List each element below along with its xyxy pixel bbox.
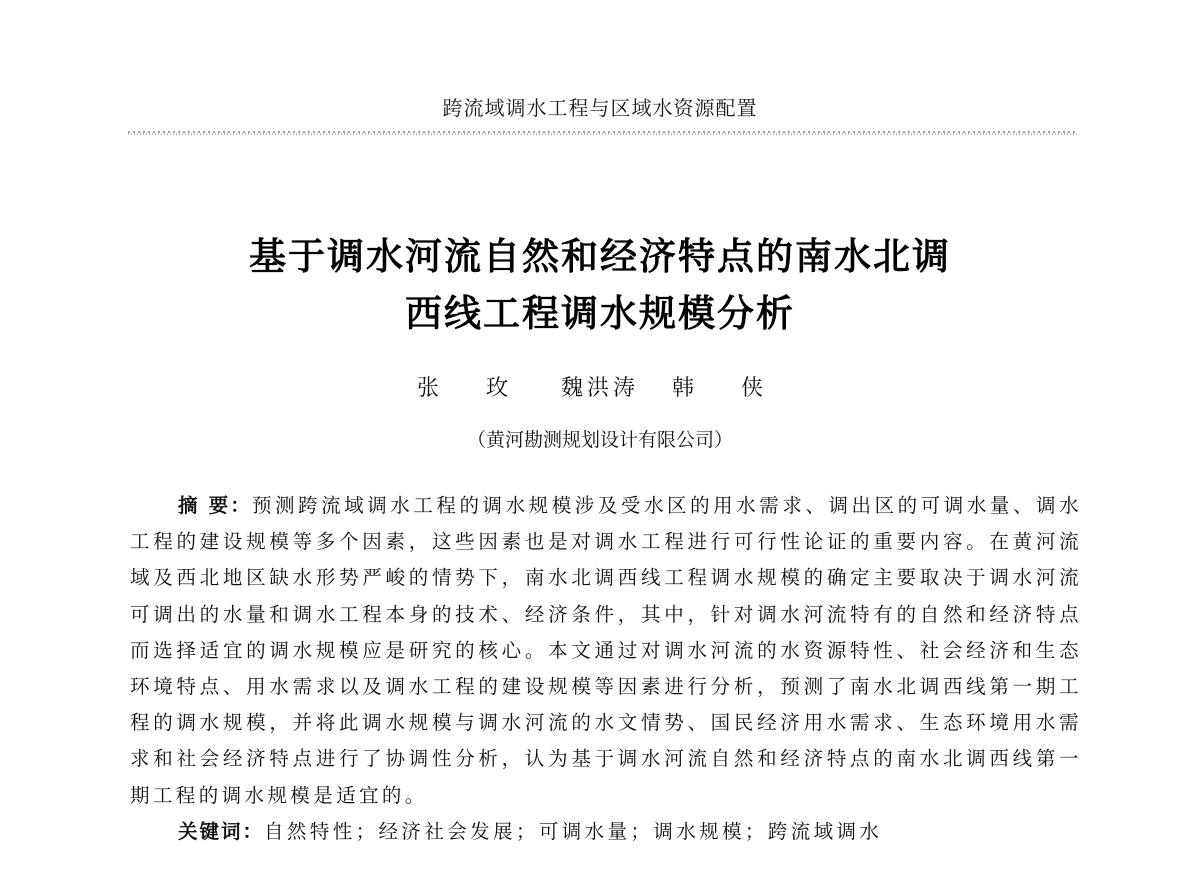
abstract-label: 摘 要： [178, 494, 252, 517]
keywords-line [178, 816, 1078, 844]
running-head: 跨流域调水工程与区域水资源配置 [442, 96, 758, 120]
header-rule [128, 131, 1078, 135]
title-line-1: 基于调水河流自然和经济特点的南水北调 [249, 235, 951, 278]
keywords-text: 自然特性；经济社会发展；可调水量；调水规模；跨流域调水 [264, 820, 883, 843]
author-list [0, 371, 1200, 402]
affiliation: （黄河勘测规划设计有限公司） [466, 429, 733, 451]
title-line-2: 西线工程调水规模分析 [405, 292, 795, 335]
abstract-paragraph [130, 488, 1082, 814]
author-3: 韩 侠 [672, 376, 783, 401]
author-2: 魏洪涛 [560, 376, 639, 401]
abstract-text: 预测跨流域调水工程的调水规模涉及受水区的用水需求、调出区的可调水量、调水工程的建设规模等多个因素，这些因素也是对调水工程进行可行性论证的重要内容。在黄河流域及西北地区缺水形势严峻的情势下，南水北调西线工程调水规模的确定主要取决于调水河流可调出的水量和调水工程本身的技术、经济条件，其中，针对调水河流特有的自然和经济特点而选择适宜的调水规模应是研究的核心。本文通过对调水河流的水资源特性、社会经济和生态环境特点、用水需求以及调水工程的建设规模等因素进行分析，预测了南水北调西线第一期工程的调水规模，并将此调水规模与调水河流的水文情势、国民经济用水需求、生态环境用水需求和社会经济特点进行了协调性分析，认为基于调水河流自然和经济特点的南水北调西线第一期工程的调水规模是适宜的。 [130, 494, 1082, 807]
author-1: 张 玫 [416, 376, 528, 401]
keywords-label: 关键词： [178, 820, 265, 843]
